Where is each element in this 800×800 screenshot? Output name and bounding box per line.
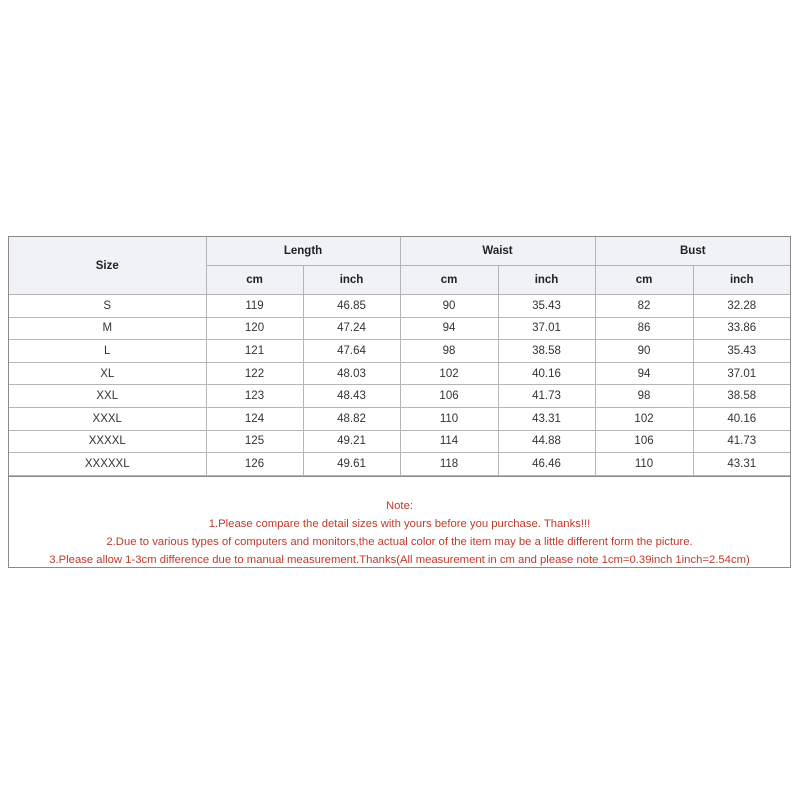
measurement-cell: 38.58 [693,385,790,408]
size-table [9,237,790,476]
measurement-cell: 98 [400,340,498,363]
table-row [9,362,790,385]
bust-group-header: Bust [595,237,790,266]
measurement-cell: 94 [400,317,498,340]
size-cell: M [9,317,206,340]
unit-header: inch [693,266,790,295]
measurement-cell: 38.58 [498,340,595,363]
measurement-cell: 32.28 [693,295,790,318]
measurement-cell: 49.21 [303,430,400,453]
measurement-cell: 33.86 [693,317,790,340]
note-section [9,476,790,567]
unit-header: cm [400,266,498,295]
unit-header: inch [498,266,595,295]
measurement-cell: 94 [595,362,693,385]
measurement-cell: 46.85 [303,295,400,318]
measurement-cell: 43.31 [693,453,790,476]
measurement-cell: 118 [400,453,498,476]
measurement-cell: 47.64 [303,340,400,363]
note-line-3: 3.Please allow 1-3cm difference due to manual measurement.Thanks(All measurement in cm and please note 1cm=0.39inch 1inch=2.54cm) [49,553,750,566]
measurement-cell: 106 [400,385,498,408]
measurement-cell: 124 [206,407,303,430]
note-line-2: 2.Due to various types of computers and monitors,the actual color of the item may be a little different form the picture. [106,535,693,548]
note-line-1: 1.Please compare the detail sizes with yours before you purchase. Thanks!!! [208,517,591,530]
measurement-cell: 126 [206,453,303,476]
measurement-cell: 37.01 [498,317,595,340]
measurement-cell: 86 [595,317,693,340]
size-cell: XXXXL [9,430,206,453]
measurement-cell: 48.82 [303,407,400,430]
measurement-cell: 106 [595,430,693,453]
measurement-cell: 123 [206,385,303,408]
size-cell: XXL [9,385,206,408]
table-row [9,340,790,363]
table-row [9,453,790,476]
measurement-cell: 90 [400,295,498,318]
measurement-cell: 82 [595,295,693,318]
measurement-cell: 120 [206,317,303,340]
size-cell: XXXL [9,407,206,430]
table-header [9,237,790,295]
measurement-cell: 114 [400,430,498,453]
table-row [9,407,790,430]
measurement-cell: 47.24 [303,317,400,340]
note-title: Note: [385,499,413,512]
unit-header: cm [595,266,693,295]
table-row [9,385,790,408]
size-cell: XL [9,362,206,385]
measurement-cell: 102 [400,362,498,385]
size-chart [8,236,791,568]
measurement-cell: 46.46 [498,453,595,476]
measurement-cell: 90 [595,340,693,363]
measurement-cell: 35.43 [693,340,790,363]
size-cell: XXXXXL [9,453,206,476]
measurement-cell: 125 [206,430,303,453]
measurement-cell: 48.43 [303,385,400,408]
measurement-cell: 102 [595,407,693,430]
measurement-cell: 43.31 [498,407,595,430]
unit-header: inch [303,266,400,295]
measurement-cell: 44.88 [498,430,595,453]
table-row [9,295,790,318]
size-cell: S [9,295,206,318]
waist-group-header: Waist [400,237,595,266]
measurement-cell: 110 [400,407,498,430]
table-row [9,430,790,453]
measurement-cell: 35.43 [498,295,595,318]
header-row-groups [9,237,790,266]
unit-header: cm [206,266,303,295]
size-cell: L [9,340,206,363]
measurement-cell: 40.16 [693,407,790,430]
measurement-cell: 40.16 [498,362,595,385]
size-column-header: Size [9,237,206,295]
measurement-cell: 41.73 [693,430,790,453]
measurement-cell: 119 [206,295,303,318]
length-group-header: Length [206,237,400,266]
table-row [9,317,790,340]
measurement-cell: 37.01 [693,362,790,385]
measurement-cell: 41.73 [498,385,595,408]
measurement-cell: 121 [206,340,303,363]
measurement-cell: 110 [595,453,693,476]
measurement-cell: 48.03 [303,362,400,385]
measurement-cell: 49.61 [303,453,400,476]
measurement-cell: 122 [206,362,303,385]
measurement-cell: 98 [595,385,693,408]
table-body [9,295,790,476]
